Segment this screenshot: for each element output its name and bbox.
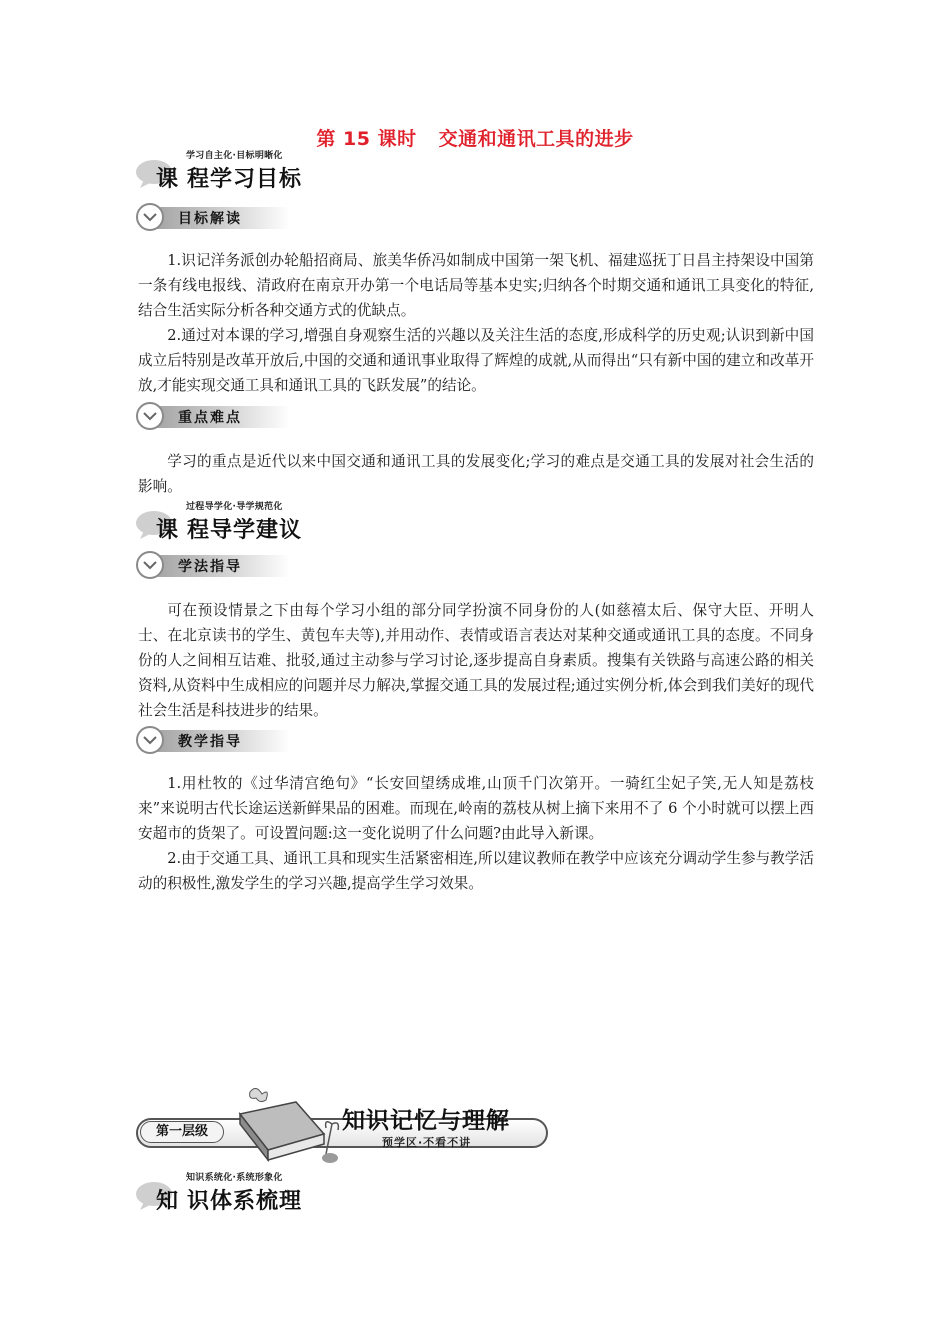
goal-read-text: [138, 248, 814, 398]
subhead-teaching-guide: 教学指导: [136, 726, 296, 752]
paragraph: 学习的重点是近代以来中国交通和通讯工具的发展变化;学习的难点是交通工具的发展对社会生活的影响。: [138, 453, 814, 495]
level-badge: 第一层级: [140, 1121, 224, 1143]
study-method-text: [138, 598, 814, 723]
section-banner-system: [134, 1170, 324, 1216]
banner-title: 课 程导学建议: [156, 518, 303, 543]
subhead-study-method: 学法指导: [136, 551, 296, 577]
lesson-title: [0, 124, 950, 151]
chevron-down-icon: [136, 402, 164, 430]
banner-subtitle: 学习自主化·目标明晰化: [186, 151, 283, 161]
banner-subtitle: 知识系统化·系统形象化: [186, 1173, 283, 1183]
key-points-text: [138, 449, 814, 499]
chevron-down-icon: [136, 203, 164, 231]
paragraph: 1.识记洋务派创办轮船招商局、旅美华侨冯如制成中国第一架飞机、福建巡抚丁日昌主持架设中国第一条有线电报线、清政府在南京开办第一个电话局等基本史实;归纳各个时期交通和通讯工具变化的特征,结合生活实际分析各种交通方式的优缺点。: [138, 252, 814, 319]
book-icon: [226, 1084, 346, 1168]
chevron-down-icon: [136, 726, 164, 754]
paragraph: 2.通过对本课的学习,增强自身观察生活的兴趣以及关注生活的态度,形成科学的历史观;认识到新中国成立后特别是改革开放后,中国的交通和通讯事业取得了辉煌的成就,从而得出“只有新中国的建立和改革开放,才能实现交通工具和通讯工具的飞跃发展”的结论。: [138, 327, 814, 394]
teaching-guide-text: [138, 771, 814, 896]
level-title: 知识记忆与理解: [342, 1108, 510, 1134]
paragraph: 1.用杜牧的《过华清宫绝句》“长安回望绣成堆,山顶千门次第开。一骑红尘妃子笑,无人知是荔枝来”来说明古代长途运送新鲜果品的困难。而现在,岭南的荔枝从树上摘下来用不了 6 个小时就可以摆上西安超市的货架了。可设置问题:这一变化说明了什么问题?由此导入新课。: [138, 775, 814, 842]
banner-subtitle: 过程导学化·导学规范化: [186, 502, 283, 512]
chevron-down-icon: [136, 551, 164, 579]
paragraph: 可在预设情景之下由每个学习小组的部分同学扮演不同身份的人(如慈禧太后、保守大臣、开明人士、在北京读书的学生、黄包车夫等),并用动作、表情或语言表达对某种交通或通讯工具的态度。不同身份的人之间相互诘难、批驳,通过主动参与学习讨论,逐步提高自身素质。搜集有关铁路与高速公路的相关资料,从资料中生成相应的问题并尽力解决,掌握交通工具的发展过程;通过实例分析,体会到我们美好的现代社会生活是科技进步的结果。: [138, 602, 814, 719]
lesson-number: 第 15 课时: [316, 128, 417, 150]
level-banner: [136, 1094, 556, 1174]
level-subtitle: 预学区·不看不讲: [382, 1136, 472, 1149]
banner-title: 知 识体系梳理: [156, 1189, 303, 1214]
subhead-goal-read: 目标解读: [136, 203, 296, 229]
section-banner-goals: [134, 148, 324, 194]
banner-title: 课 程学习目标: [156, 167, 303, 192]
paragraph: 2.由于交通工具、通讯工具和现实生活紧密相连,所以建议教师在教学中应该充分调动学生参与教学活动的积极性,激发学生的学习兴趣,提高学生学习效果。: [138, 850, 814, 892]
subhead-key-points: 重点难点: [136, 402, 296, 428]
section-banner-guide: [134, 499, 324, 545]
lesson-topic: 交通和通讯工具的进步: [438, 128, 634, 150]
